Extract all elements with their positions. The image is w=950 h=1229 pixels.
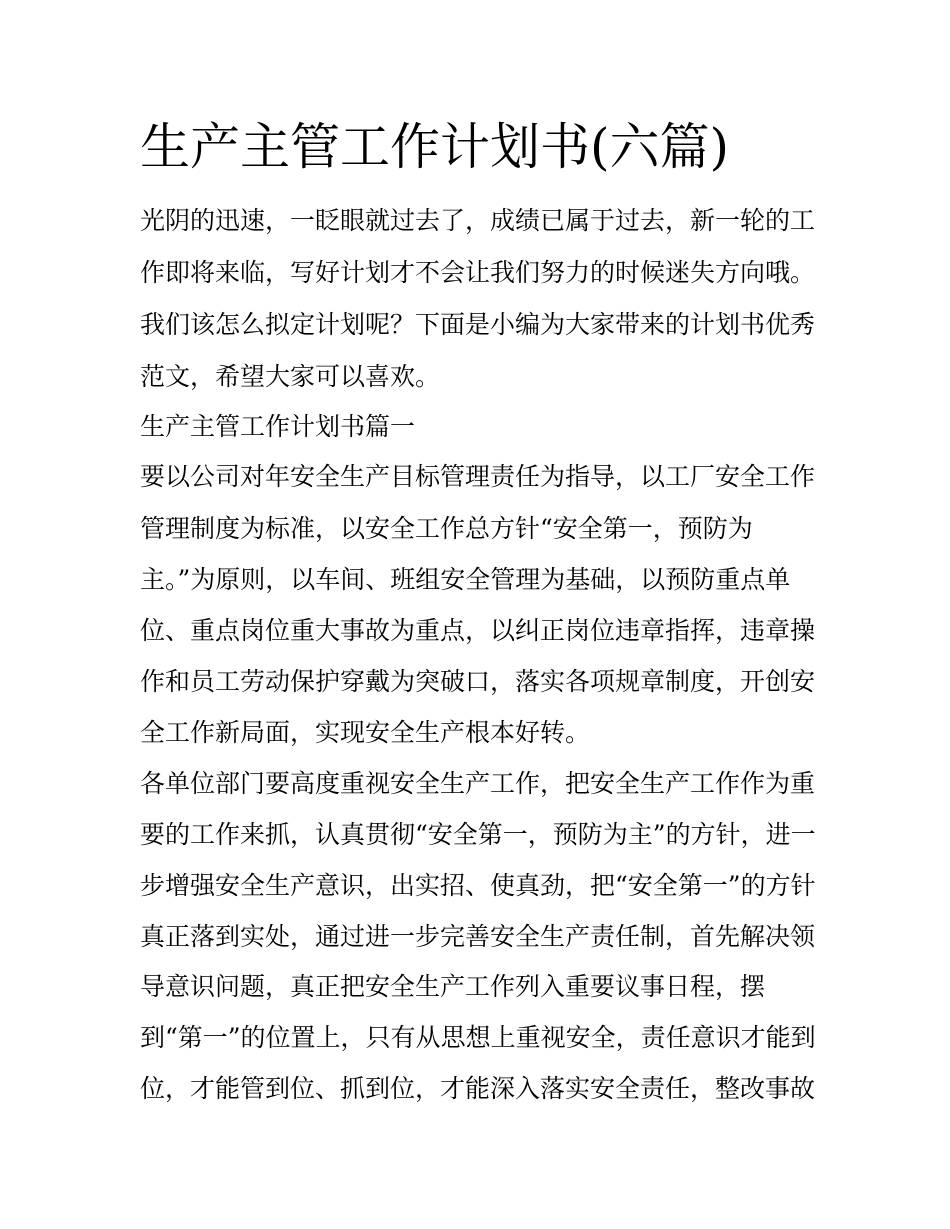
document-title: 生产主管工作计划书(六篇) bbox=[140, 118, 730, 176]
paragraph-line: 作和员工劳动保护穿戴为突破口，落实各项规章制度，开创安 bbox=[140, 667, 816, 696]
paragraph-line: 导意识问题，真正把安全生产工作列入重要议事日程，摆 bbox=[140, 972, 766, 1001]
paragraph-line: 各单位部门要高度重视安全生产工作，把安全生产工作作为重 bbox=[140, 769, 816, 798]
paragraph-line: 真正落到实处，通过进一步完善安全生产责任制，首先解决领 bbox=[140, 922, 816, 951]
paragraph-line: 全工作新局面，实现安全生产根本好转。 bbox=[140, 718, 591, 747]
paragraph-line: 要的工作来抓，认真贯彻“安全第一，预防为主”的方针，进一 bbox=[140, 820, 816, 849]
paragraph-line: 位、重点岗位重大事故为重点，以纠正岗位违章指挥，违章操 bbox=[140, 616, 816, 645]
paragraph-line: 光阴的迅速，一眨眼就过去了，成绩已属于过去，新一轮的工 bbox=[140, 206, 816, 235]
paragraph-line: 到“第一”的位置上，只有从思想上重视安全，责任意识才能到 bbox=[140, 1023, 816, 1052]
section-heading: 生产主管工作计划书篇一 bbox=[140, 412, 416, 441]
paragraph-line: 步增强安全生产意识，出实招、使真劲，把“安全第一”的方针 bbox=[140, 871, 816, 900]
paragraph-line: 我们该怎么拟定计划呢？下面是小编为大家带来的计划书优秀 bbox=[140, 310, 816, 339]
paragraph-line: 主。”为原则，以车间、班组安全管理为基础，以预防重点单 bbox=[140, 565, 791, 594]
paragraph-line: 要以公司对年安全生产目标管理责任为指导，以工厂安全工作 bbox=[140, 462, 816, 491]
paragraph-line: 管理制度为标准，以安全工作总方针“安全第一，预防为 bbox=[140, 514, 753, 543]
paragraph-line: 范文，希望大家可以喜欢。 bbox=[140, 362, 441, 391]
paragraph-line: 作即将来临，写好计划才不会让我们努力的时候迷失方向哦。 bbox=[140, 258, 816, 287]
paragraph-line: 位，才能管到位、抓到位，才能深入落实安全责任，整改事故 bbox=[140, 1074, 816, 1103]
